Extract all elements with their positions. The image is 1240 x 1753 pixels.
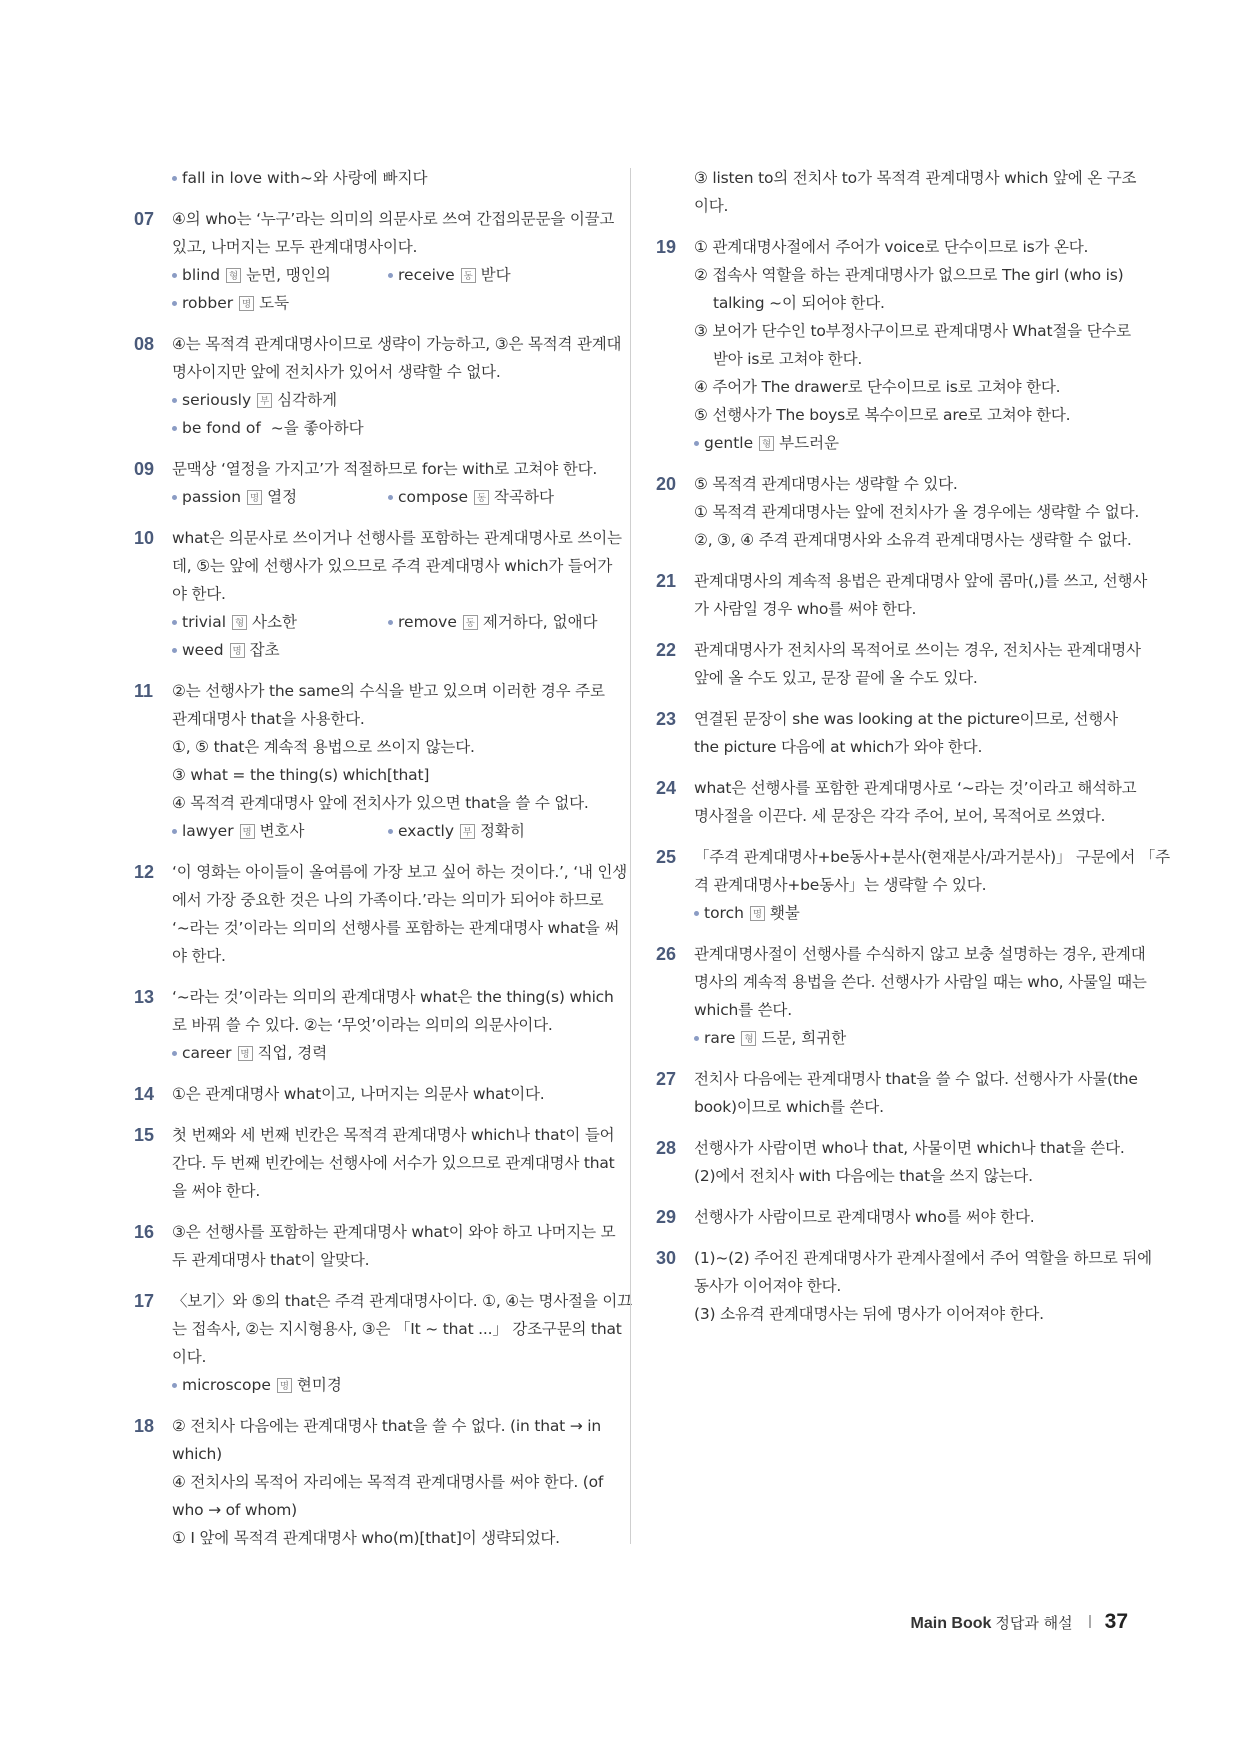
explanation-line: ④의 who는 ‘누구’라는 의미의 의문사로 쓰여 간접의문문을 이끌고 <box>172 210 615 228</box>
answer-entry <box>656 636 1141 692</box>
vocab-item <box>172 608 388 636</box>
explanation-line: 있고, 나머지는 모두 관계대명사이다. <box>172 238 418 256</box>
explanation-line: ① I 앞에 목적격 관계대명사 who(m)[that]이 생략되었다. <box>172 1529 560 1547</box>
vocab-item <box>172 164 428 192</box>
part-of-speech-badge: 형 <box>759 436 774 451</box>
question-number: 14 <box>134 1084 155 1104</box>
vocab-meaning: 받다 <box>480 266 511 284</box>
explanation-line: 이다. <box>172 1348 207 1366</box>
answer-entry <box>134 677 604 845</box>
explanation-line: 명사절을 이끈다. 세 문장은 각각 주어, 보어, 목적어로 쓰였다. <box>694 807 1106 825</box>
explanation-line: ③ 보어가 단수인 to부정사구이므로 관계대명사 What절을 단수로 <box>694 322 1131 340</box>
vocab-word: passion <box>182 488 242 506</box>
vocab-meaning: 제거하다, 없애다 <box>482 613 598 631</box>
vocab-word: blind <box>182 266 221 284</box>
question-number: 11 <box>134 681 154 701</box>
bullet-icon <box>172 398 177 403</box>
explanation-line: ③은 선행사를 포함하는 관계대명사 what이 와야 하고 나머지는 모 <box>172 1223 616 1241</box>
answer-entry <box>656 843 1170 927</box>
answer-entry <box>656 233 1131 457</box>
explanation-line: which) <box>172 1445 222 1463</box>
answer-entry <box>656 705 1126 761</box>
vocab-meaning: 횃불 <box>769 904 800 922</box>
question-number: 29 <box>656 1207 677 1227</box>
bullet-icon <box>388 620 393 625</box>
bullet-icon <box>388 829 393 834</box>
vocab-meaning: 사소한 <box>252 613 297 631</box>
footer-book-title: Main Book <box>910 1615 992 1632</box>
explanation-line: ①은 관계대명사 what이고, 나머지는 의문사 what이다. <box>172 1085 545 1103</box>
explanation-line: ① 관계대명사절에서 주어가 voice로 단수이므로 is가 온다. <box>694 238 1089 256</box>
answer-entry <box>134 205 615 317</box>
question-number: 21 <box>656 571 677 591</box>
answer-entry <box>656 940 1147 1052</box>
bullet-icon <box>172 1383 177 1388</box>
answer-entry <box>134 983 614 1067</box>
explanation-line: ‘~라는 것’이라는 의미의 관계대명사 what은 the thing(s) which <box>172 988 614 1006</box>
bullet-icon <box>694 1036 699 1041</box>
vocab-row <box>172 483 604 511</box>
explanation-line: 간다. 두 번째 빈칸에는 선행사에 서수가 있으므로 관계대명사 that <box>172 1154 615 1172</box>
part-of-speech-badge: 명 <box>238 1046 253 1061</box>
vocab-item <box>172 289 388 317</box>
vocab-word: compose <box>398 488 469 506</box>
explanation-line: 로 바꿔 쓸 수 있다. ②는 ‘무엇’이라는 의미의 의문사이다. <box>172 1016 553 1034</box>
vocab-item <box>172 1371 388 1399</box>
answer-entry <box>134 1287 632 1399</box>
bullet-icon <box>172 426 177 431</box>
question-number: 12 <box>134 862 155 882</box>
explanation-line: ①, ⑤ that은 계속적 용법으로 쓰이지 않는다. <box>172 738 475 756</box>
part-of-speech-badge: 형 <box>226 268 241 283</box>
vocab-word: exactly <box>398 822 455 840</box>
explanation-line: 「주격 관계대명사+be동사+분사(현재분사/과거분사)」 구문에서 「주 <box>694 848 1170 866</box>
vocab-meaning: 직업, 경력 <box>257 1044 328 1062</box>
vocab-word: remove <box>398 613 457 631</box>
explanation-line: 명사이지만 앞에 전치사가 있어서 생략할 수 없다. <box>172 363 501 381</box>
footer-subtitle: 정답과 해설 <box>995 1614 1073 1632</box>
explanation-line: 앞에 올 수도 있고, 문장 끝에 올 수도 있다. <box>694 669 978 687</box>
vocab-item <box>694 1024 910 1052</box>
vocab-row <box>172 1371 604 1399</box>
vocab-meaning: 작곡하다 <box>494 488 554 506</box>
vocab-item <box>172 1039 388 1067</box>
explanation-line: 데, ⑤는 앞에 선행사가 있으므로 주격 관계대명사 which가 들어가 <box>172 557 613 575</box>
bullet-icon <box>694 911 699 916</box>
explanation-line: 선행사가 사람이므로 관계대명사 who를 써야 한다. <box>694 1208 1035 1226</box>
explanation-line: what은 의문사로 쓰이거나 선행사를 포함하는 관계대명사로 쓰이는 <box>172 529 622 547</box>
question-number: 24 <box>656 778 677 798</box>
part-of-speech-badge: 부 <box>257 393 272 408</box>
vocab-item <box>172 261 388 289</box>
column-divider <box>630 168 631 1544</box>
question-number: 09 <box>134 459 155 479</box>
vocab-row <box>172 261 604 289</box>
footer-separator <box>1089 1615 1091 1628</box>
vocab-row <box>694 429 1126 457</box>
part-of-speech-badge: 명 <box>277 1378 292 1393</box>
question-number: 13 <box>134 987 155 1007</box>
vocab-word: rare <box>704 1029 736 1047</box>
question-number: 22 <box>656 640 677 660</box>
bullet-icon <box>172 273 177 278</box>
part-of-speech-badge: 형 <box>741 1031 756 1046</box>
explanation-line: 연결된 문장이 she was looking at the picture이므로, 선행사 <box>694 710 1118 728</box>
explanation-line: 선행사가 사람이면 who나 that, 사물이면 which나 that을 쓴다. <box>694 1139 1125 1157</box>
vocab-meaning: 도둑 <box>259 294 290 312</box>
answer-entry <box>656 470 1140 554</box>
answer-entry <box>656 774 1137 830</box>
vocab-row <box>172 608 604 636</box>
vocab-word: torch <box>704 904 744 922</box>
bullet-icon <box>172 495 177 500</box>
question-number: 26 <box>656 944 677 964</box>
answer-entry <box>656 1203 1126 1231</box>
vocab-row <box>694 899 1126 927</box>
part-of-speech-badge: 명 <box>240 824 255 839</box>
explanation-line: 동사가 이어져야 한다. <box>694 1277 842 1295</box>
vocab-meaning: 현미경 <box>296 1376 342 1394</box>
explanation-line: 가 사람일 경우 who를 써야 한다. <box>694 600 917 618</box>
explanation-line: (1)~(2) 주어진 관계대명사가 관계사절에서 주어 역할을 하므로 뒤에 <box>694 1249 1152 1267</box>
vocab-row <box>172 164 604 192</box>
vocab-item <box>694 899 910 927</box>
explanation-line: 격 관계대명사+be동사」는 생략할 수 있다. <box>694 876 987 894</box>
explanation-line: what은 선행사를 포함한 관계대명사로 ‘~라는 것’이라고 해석하고 <box>694 779 1137 797</box>
explanation-line: ④는 목적격 관계대명사이므로 생략이 가능하고, ③은 목적격 관계대 <box>172 335 622 353</box>
answer-entry <box>134 1080 604 1108</box>
explanation-line: 전치사 다음에는 관계대명사 that을 쓸 수 없다. 선행사가 사물(the <box>694 1070 1138 1088</box>
part-of-speech-badge: 동 <box>461 268 476 283</box>
explanation-line: 첫 번째와 세 번째 빈칸은 목적격 관계대명사 which나 that이 들어 <box>172 1126 615 1144</box>
bullet-icon <box>172 176 177 181</box>
vocab-item <box>388 483 604 511</box>
question-number: 19 <box>656 237 677 257</box>
part-of-speech-badge: 명 <box>247 490 262 505</box>
vocab-word: career <box>182 1044 232 1062</box>
vocab-word: fall in love with <box>182 169 300 187</box>
explanation-line: 야 한다. <box>172 585 226 603</box>
explanation-line: which를 쓴다. <box>694 1001 792 1019</box>
explanation-line: ⑤ 목적격 관계대명사는 생략할 수 있다. <box>694 475 958 493</box>
bullet-icon <box>388 273 393 278</box>
vocab-word: microscope <box>182 1376 271 1394</box>
question-number: 15 <box>134 1125 155 1145</box>
explanation-line: book)이므로 which를 쓴다. <box>694 1098 884 1116</box>
vocab-row <box>694 1024 1126 1052</box>
part-of-speech-badge: 부 <box>460 824 475 839</box>
vocab-meaning: 심각하게 <box>277 391 338 409</box>
part-of-speech-badge: 명 <box>230 643 245 658</box>
explanation-line: 명사의 계속적 용법을 쓴다. 선행사가 사람일 때는 who, 사물일 때는 <box>694 973 1147 991</box>
left-column <box>134 164 632 1565</box>
right-column <box>656 164 1170 1341</box>
explanation-line: the picture 다음에 at which가 와야 한다. <box>694 738 983 756</box>
vocab-item <box>388 817 604 845</box>
vocab-meaning: 변호사 <box>259 822 305 840</box>
question-number: 27 <box>656 1069 677 1089</box>
question-number: 07 <box>134 209 155 229</box>
question-number: 10 <box>134 528 155 548</box>
vocab-item <box>172 636 388 664</box>
explanation-line: 관계대명사절이 선행사를 수식하지 않고 보충 설명하는 경우, 관계대 <box>694 945 1146 963</box>
vocab-meaning: 열정 <box>267 488 298 506</box>
bullet-icon <box>172 1051 177 1056</box>
question-number: 23 <box>656 709 677 729</box>
answer-entry <box>134 524 622 664</box>
answer-entry <box>656 1134 1126 1190</box>
explanation-line: 관계대명사가 전치사의 목적어로 쓰이는 경우, 전치사는 관계대명사 <box>694 641 1141 659</box>
vocab-meaning: 눈먼, 맹인의 <box>246 266 331 284</box>
answer-entry <box>134 1412 604 1552</box>
part-of-speech-badge: 형 <box>232 615 247 630</box>
answer-entry <box>656 1065 1138 1121</box>
explanation-line: ① 목적격 관계대명사는 앞에 전치사가 올 경우에는 생략할 수 없다. <box>694 503 1140 521</box>
vocab-item <box>694 429 910 457</box>
vocab-meaning: ~와 사랑에 빠지다 <box>299 169 428 187</box>
answer-entry <box>656 567 1148 623</box>
explanation-line: ④ 목적격 관계대명사 앞에 전치사가 있으면 that을 쓸 수 없다. <box>172 794 589 812</box>
explanation-line: ‘~라는 것’이라는 의미의 선행사를 포함하는 관계대명사 what을 써 <box>172 919 620 937</box>
vocab-row <box>172 1039 604 1067</box>
explanation-line: ③ what = the thing(s) which[that] <box>172 766 430 784</box>
explanation-line: 관계대명사의 계속적 용법은 관계대명사 앞에 콤마(,)를 쓰고, 선행사 <box>694 572 1148 590</box>
explanation-line: 야 한다. <box>172 947 226 965</box>
part-of-speech-badge: 동 <box>463 615 478 630</box>
vocab-item <box>388 608 604 636</box>
vocab-word: robber <box>182 294 234 312</box>
page-footer <box>911 1610 1128 1634</box>
page-number: 37 <box>1104 1610 1128 1633</box>
explanation-line: ②, ③, ④ 주격 관계대명사와 소유격 관계대명사는 생략할 수 없다. <box>694 531 1132 549</box>
bullet-icon <box>694 441 699 446</box>
part-of-speech-badge: 동 <box>474 490 489 505</box>
explanation-line: 이다. <box>694 197 729 215</box>
bullet-icon <box>172 301 177 306</box>
explanation-line: 두 관계대명사 that이 알맞다. <box>172 1251 370 1269</box>
answer-entry <box>134 1218 616 1274</box>
explanation-line: 받아 is로 고쳐야 한다. <box>713 350 863 368</box>
vocab-word: be fond of <box>182 419 261 437</box>
vocab-meaning: 부드러운 <box>779 434 840 452</box>
explanation-line: 는 접속사, ②는 지시형용사, ③은 「It ~ that ...」 강조구문의 that <box>172 1320 622 1338</box>
vocab-item <box>172 483 388 511</box>
part-of-speech-badge: 명 <box>239 296 254 311</box>
explanation-line: talking ~이 되어야 한다. <box>713 294 885 312</box>
explanation-line: ⑤ 선행사가 The boys로 복수이므로 are로 고쳐야 한다. <box>694 406 1071 424</box>
vocab-word: trivial <box>182 613 227 631</box>
explanation-line: ② 전치사 다음에는 관계대명사 that을 쓸 수 없다. (in that → in <box>172 1417 602 1435</box>
explanation-line: (3) 소유격 관계대명사는 뒤에 명사가 이어져야 한다. <box>694 1305 1044 1323</box>
explanation-line: ②는 선행사가 the same의 수식을 받고 있으며 이러한 경우 주로 <box>172 682 605 700</box>
explanation-line: 에서 가장 중요한 것은 나의 가족이다.’라는 의미가 되어야 하므로 <box>172 891 604 909</box>
vocab-row <box>172 817 604 845</box>
explanation-line: 관계대명사 that을 사용한다. <box>172 710 365 728</box>
vocab-word: receive <box>398 266 455 284</box>
explanation-line: ③ listen to의 전치사 to가 목적격 관계대명사 which 앞에 온 구조 <box>694 169 1137 187</box>
vocab-word: weed <box>182 641 224 659</box>
explanation-line: 문맥상 ‘열정을 가지고’가 적절하므로 for는 with로 고쳐야 한다. <box>172 460 598 478</box>
vocab-meaning: 정확히 <box>480 822 525 840</box>
bullet-icon <box>388 495 393 500</box>
explanation-line: 〈보기〉와 ⑤의 that은 주격 관계대명사이다. ①, ④는 명사절을 이끄 <box>172 1292 632 1310</box>
vocab-meaning: ~을 좋아하다 <box>270 419 364 437</box>
part-of-speech-badge: 명 <box>750 906 765 921</box>
answer-entry <box>134 1121 615 1205</box>
question-number: 20 <box>656 474 677 494</box>
vocab-row <box>172 636 604 664</box>
vocab-meaning: 드문, 희귀한 <box>761 1029 847 1047</box>
bullet-icon <box>172 648 177 653</box>
question-number: 08 <box>134 334 155 354</box>
answer-entry <box>656 1244 1152 1328</box>
vocab-row <box>172 414 604 442</box>
explanation-line: ④ 전치사의 목적어 자리에는 목적격 관계대명사를 써야 한다. (of <box>172 1473 604 1491</box>
explanation-line: ② 접속사 역할을 하는 관계대명사가 없으므로 The girl (who is) <box>694 266 1124 284</box>
vocab-item <box>388 261 604 289</box>
question-number: 16 <box>134 1222 155 1242</box>
answer-entry <box>656 164 1137 220</box>
vocab-row <box>172 289 604 317</box>
vocab-meaning: 잡초 <box>249 641 280 659</box>
explanation-line: (2)에서 전치사 with 다음에는 that을 쓰지 않는다. <box>694 1167 1033 1185</box>
vocab-word: seriously <box>182 391 252 409</box>
question-number: 25 <box>656 847 677 867</box>
question-number: 18 <box>134 1416 155 1436</box>
vocab-word: gentle <box>704 434 754 452</box>
vocab-word: lawyer <box>182 822 234 840</box>
explanation-line: ‘이 영화는 아이들이 올여름에 가장 보고 싶어 하는 것이다.’, ‘내 인생 <box>172 863 628 881</box>
question-number: 30 <box>656 1248 677 1268</box>
explanation-line: 을 써야 한다. <box>172 1182 261 1200</box>
vocab-item <box>172 386 388 414</box>
bullet-icon <box>172 620 177 625</box>
question-number: 17 <box>134 1291 155 1311</box>
vocab-row <box>172 386 604 414</box>
answer-entry <box>134 330 622 442</box>
explanation-line: ④ 주어가 The drawer로 단수이므로 is로 고쳐야 한다. <box>694 378 1061 396</box>
answer-entry <box>134 858 628 970</box>
explanation-line: who → of whom) <box>172 1501 298 1519</box>
bullet-icon <box>172 829 177 834</box>
vocab-item <box>172 414 388 442</box>
answer-entry <box>134 455 604 511</box>
vocab-item <box>172 817 388 845</box>
answer-entry <box>134 164 604 192</box>
question-number: 28 <box>656 1138 677 1158</box>
